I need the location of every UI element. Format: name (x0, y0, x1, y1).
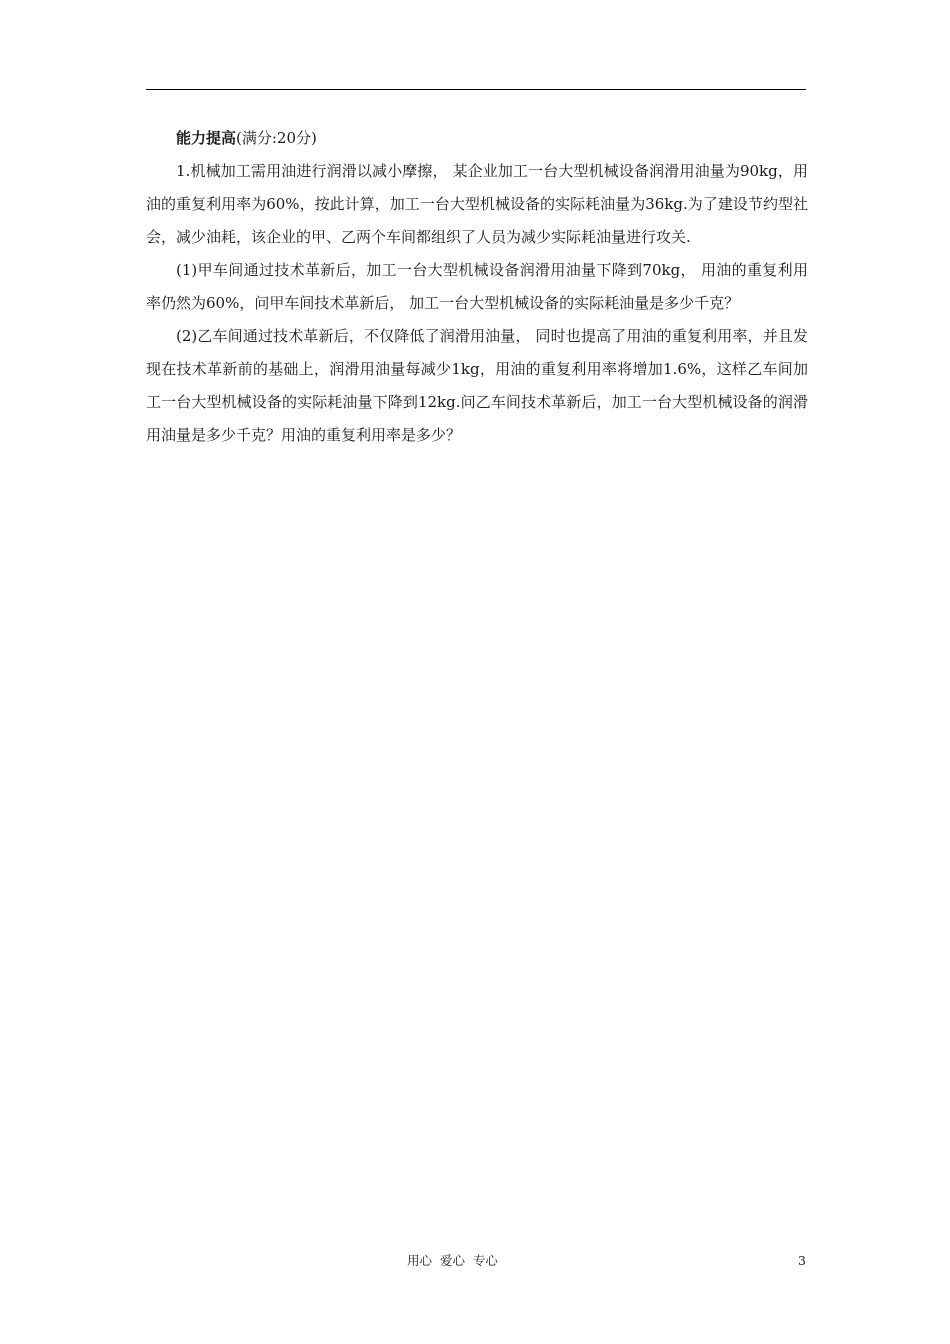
document-body (146, 122, 808, 452)
page-number: 3 (798, 1253, 806, 1268)
footer-motto: 用心 爱心 专心 (407, 1253, 498, 1268)
header-rule (146, 89, 806, 90)
section-title: 能力提高 (176, 129, 237, 147)
problem-part-2: (2)乙车间通过技术革新后，不仅降低了润滑用油量， 同时也提高了用油的重复利用率，并且发现在技术革新前的基础上，润滑用油量每减少1kg，用油的重复利用率将增加1.6%，这样乙车间加工一台大型机械设备的实际耗油量下降到12kg.问乙车间技术革新后，加工一台大型机械设备的润滑用油量是多少千克？用油的重复利用率是多少？ (146, 327, 808, 444)
section-heading (146, 122, 808, 155)
problem-part-1: (1)甲车间通过技术革新后，加工一台大型机械设备润滑用油量下降到70kg， 用油的重复利用率仍然为60%，问甲车间技术革新后， 加工一台大型机械设备的实际耗油量是多少千克？ (146, 261, 808, 312)
score-note: (满分:20分) (236, 129, 317, 147)
problem-intro: 1.机械加工需用油进行润滑以减小摩擦， 某企业加工一台大型机械设备润滑用油量为90kg，用油的重复利用率为60%，按此计算，加工一台大型机械设备的实际耗油量为36kg.为了建设节约型社会，减少油耗，该企业的甲、乙两个车间都组织了人员为减少实际耗油量进行攻关. (146, 162, 808, 246)
